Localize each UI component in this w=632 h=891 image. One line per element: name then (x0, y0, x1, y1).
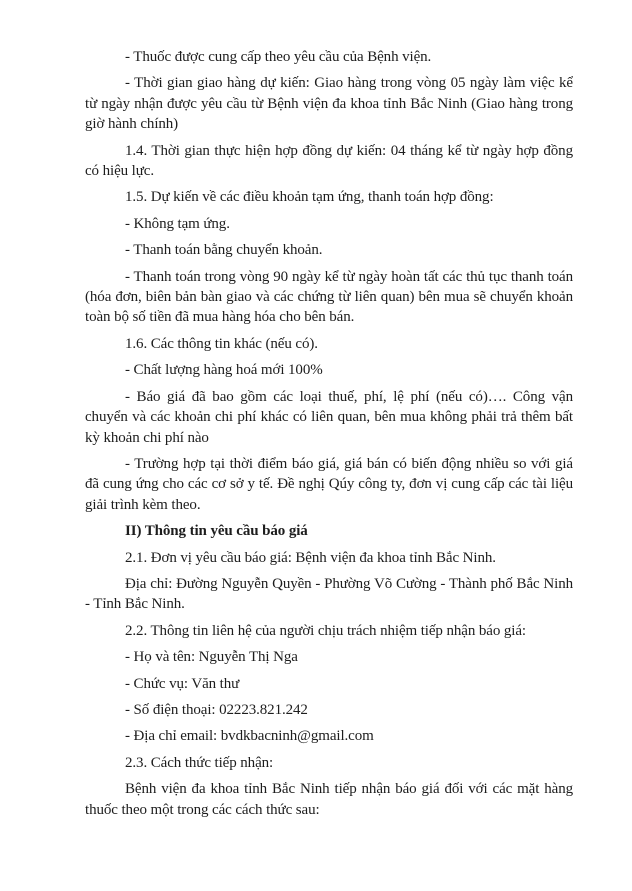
para-2-2-thong-tin-lien-he: 2.2. Thông tin liên hệ của người chịu trách nhiệm tiếp nhận báo giá: (125, 622, 526, 639)
para-ho-va-ten: - Họ và tên: Nguyễn Thị Nga (125, 649, 298, 666)
para-1-5-dieu-khoan-thanh-toan: 1.5. Dự kiến về các điều khoản tạm ứng, thanh toán hợp đồng: (125, 189, 494, 206)
para-truong-hop-bien-dong-gia: - Trường hợp tại thời điểm báo giá, giá bán có biến động nhiều so với giá đã cung ứng cho các cơ sở y tế. Đề nghị Qúy công ty, đơn vị cung cấp các tài liệu giải trình kèm theo. (85, 455, 573, 513)
para-2-3-cach-thuc-tiep-nhan: 2.3. Cách thức tiếp nhận: (125, 754, 274, 771)
para-chuc-vu: - Chức vụ: Văn thư (125, 675, 240, 692)
para-tiep-nhan-bao-gia-cach-thuc: Bệnh viện đa khoa tỉnh Bắc Ninh tiếp nhận báo giá đối với các mặt hàng thuốc theo một trong các cách thức sau: (85, 781, 573, 818)
para-1-4-thoi-gian-hop-dong: 1.4. Thời gian thực hiện hợp đồng dự kiến: 04 tháng kể từ ngày hợp đồng có hiệu lực. (85, 142, 573, 180)
para-bao-gia-thue-phi: - Báo giá đã bao gồm các loại thuế, phí, lệ phí (nếu có)…. Công vận chuyển và các khoản chi phí khác có liên quan, bên mua không phải trả thêm bất kỳ khoản chi phí nào (85, 388, 573, 446)
para-dia-chi-email: - Địa chỉ email: bvdkbacninh@gmail.com (125, 728, 374, 745)
para-thuoc-cung-cap: - Thuốc được cung cấp theo yêu cầu của Bệnh viện. (125, 49, 432, 65)
para-khong-tam-ung: - Không tạm ứng. (125, 215, 230, 232)
para-1-6-thong-tin-khac: 1.6. Các thông tin khác (nếu có). (125, 335, 318, 352)
para-dia-chi-benh-vien: Địa chỉ: Đường Nguyễn Quyền - Phường Võ Cường - Thành phố Bắc Ninh - Tỉnh Bắc Ninh. (85, 575, 573, 613)
para-chat-luong-hang-hoa: - Chất lượng hàng hoá mới 100% (125, 362, 323, 379)
para-thanh-toan-chuyen-khoan: - Thanh toán bằng chuyển khoản. (125, 242, 323, 259)
document-body-text (85, 47, 573, 826)
para-thanh-toan-90-ngay: - Thanh toán trong vòng 90 ngày kể từ ngày hoàn tất các thủ tục thanh toán (hóa đơn, biên bản bàn giao và các chứng từ liên quan) bên mua sẽ chuyển khoản toàn bộ số tiền đã mua hàng hóa cho bên bán. (85, 268, 573, 326)
para-so-dien-thoai: - Số điện thoại: 02223.821.242 (125, 701, 308, 718)
para-2-1-don-vi-yeu-cau: 2.1. Đơn vị yêu cầu báo giá: Bệnh viện đa khoa tỉnh Bắc Ninh. (125, 549, 496, 566)
heading-II-thong-tin-yeu-cau-bao-gia: II) Thông tin yêu cầu báo giá (125, 523, 308, 540)
para-thoi-gian-giao-hang: - Thời gian giao hàng dự kiến: Giao hàng trong vòng 05 ngày làm việc kể từ ngày nhận được yêu cầu từ Bệnh viện đa khoa tỉnh Bắc Ninh (Giao hàng trong giờ hành chính) (85, 75, 573, 133)
